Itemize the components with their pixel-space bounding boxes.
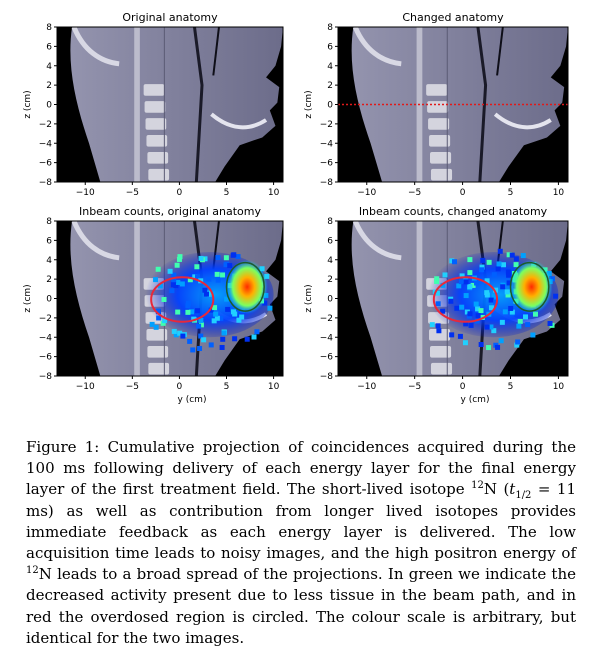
count-pixel <box>180 281 185 286</box>
y-tick-label: −6 <box>38 352 52 363</box>
count-pixel <box>197 346 202 351</box>
count-pixel <box>225 307 230 312</box>
y-tick-label: −2 <box>38 119 52 130</box>
spinal-column <box>417 221 423 376</box>
count-pixel <box>190 347 195 352</box>
caption-isotope2-element: N <box>38 565 52 584</box>
panel-title: Inbeam counts, original anatomy <box>78 205 262 218</box>
count-pixel <box>506 273 511 278</box>
count-pixel <box>467 284 472 289</box>
vertebra <box>148 363 169 375</box>
count-pixel <box>454 306 459 311</box>
vertebra <box>147 346 168 358</box>
vertebra <box>145 101 166 113</box>
count-pixel <box>220 337 225 342</box>
x-tick-label: −5 <box>125 382 139 392</box>
panel-title: Original anatomy <box>122 11 218 24</box>
count-pixel <box>213 312 218 317</box>
count-pixel <box>458 334 463 339</box>
x-axis-label: y (cm) <box>177 395 207 405</box>
x-tick-label: 10 <box>267 382 280 392</box>
count-pixel <box>252 335 257 340</box>
x-tick-label: −10 <box>75 382 95 392</box>
count-pixel <box>153 277 158 282</box>
count-pixel <box>194 264 199 269</box>
caption-prefix: Figure 1: Cumulative projection of coincidences acquired during the 100 ms following delivery of each energy layer for the final energy layer of the first treatment field. The short-lived isotope <box>26 438 576 499</box>
y-tick-label: −2 <box>38 313 52 324</box>
count-pixel <box>479 342 484 347</box>
count-pixel <box>171 282 176 287</box>
y-tick-label: 4 <box>46 61 52 72</box>
y-tick-label: −8 <box>319 372 333 382</box>
count-pixel <box>169 288 174 293</box>
count-pixel <box>518 319 523 324</box>
y-tick-label: 2 <box>46 275 52 286</box>
x-tick-label: 0 <box>459 188 466 198</box>
y-tick-label: 2 <box>46 81 52 92</box>
panel-title: Changed anatomy <box>402 11 504 24</box>
y-tick-label: −6 <box>319 352 333 363</box>
panel-title: Inbeam counts, changed anatomy <box>358 205 548 218</box>
count-pixel <box>486 345 491 350</box>
count-pixel <box>516 324 521 329</box>
vertebra <box>146 118 167 130</box>
count-pixel <box>177 254 182 259</box>
x-tick-label: 5 <box>223 382 230 392</box>
x-tick-label: −10 <box>357 382 377 392</box>
x-tick-label: 0 <box>176 382 183 392</box>
spinal-column <box>134 221 140 376</box>
count-pixel <box>510 253 515 258</box>
count-pixel <box>245 337 250 342</box>
y-tick-label: −6 <box>319 158 333 169</box>
count-pixel <box>530 333 535 338</box>
count-pixel <box>495 345 500 350</box>
count-pixel <box>496 266 501 271</box>
caption-halflife-var: t <box>509 480 516 499</box>
y-tick-label: 0 <box>327 100 333 111</box>
panel-3 <box>23 205 283 405</box>
vertebra <box>147 152 168 164</box>
count-pixel <box>459 305 464 310</box>
y-tick-label: 6 <box>46 236 52 247</box>
count-pixel <box>500 284 505 289</box>
count-pixel <box>216 278 221 283</box>
y-tick-label: 8 <box>327 217 333 227</box>
count-pixel <box>231 252 236 257</box>
count-pixel <box>215 272 220 277</box>
y-tick-label: 6 <box>327 42 333 53</box>
panel-4 <box>304 205 568 405</box>
x-tick-label: −10 <box>357 188 377 198</box>
y-tick-label: 4 <box>327 61 333 72</box>
count-pixel <box>172 329 177 334</box>
caption-halflife-sub: 1/2 <box>515 490 532 502</box>
y-axis-label: z (cm) <box>304 284 314 313</box>
x-tick-label: −5 <box>408 382 422 392</box>
x-tick-label: 5 <box>507 382 514 392</box>
count-pixel <box>467 311 472 316</box>
y-tick-label: 6 <box>46 42 52 53</box>
y-tick-label: −8 <box>38 372 52 382</box>
count-pixel <box>464 293 469 298</box>
count-pixel <box>196 324 201 329</box>
count-pixel <box>267 306 272 311</box>
caption-isotope2-mass: 12 <box>26 565 39 577</box>
y-tick-label: −4 <box>319 333 333 344</box>
x-tick-label: −5 <box>408 188 422 198</box>
caption-halflife-text: = 11 ms) as well as contribution from longer lived isotopes provides immediate feedback as each energy layer is delivered. The low acquisition time leads to noisy images, and the high positron energy of <box>26 480 576 563</box>
y-tick-label: 2 <box>327 275 333 286</box>
count-pixel <box>198 256 203 261</box>
count-pixel <box>227 263 232 268</box>
y-tick-label: 2 <box>327 81 333 92</box>
vertebra <box>144 84 165 96</box>
vertebra <box>430 346 451 358</box>
y-axis-label: z (cm) <box>304 90 314 119</box>
count-pixel <box>185 310 190 315</box>
count-pixel <box>222 330 227 335</box>
count-pixel <box>185 303 190 308</box>
y-tick-label: −2 <box>319 313 333 324</box>
count-pixel <box>485 325 490 330</box>
count-pixel <box>443 272 448 277</box>
y-tick-label: −4 <box>38 333 52 344</box>
count-pixel <box>168 269 173 274</box>
count-pixel <box>254 329 259 334</box>
figure-caption <box>26 437 576 649</box>
count-pixel <box>476 313 481 318</box>
count-pixel <box>523 314 528 319</box>
count-pixel <box>436 301 441 306</box>
vertebra <box>148 169 169 181</box>
count-pixel <box>474 302 479 307</box>
count-pixel <box>467 257 472 262</box>
caption-isotope-mass: 12 <box>471 480 484 492</box>
count-pixel <box>209 342 214 347</box>
x-tick-label: 0 <box>459 382 466 392</box>
count-pixel <box>489 298 494 303</box>
x-tick-label: 0 <box>176 188 183 198</box>
count-pixel <box>232 336 237 341</box>
count-pixel <box>484 290 489 295</box>
y-tick-label: −8 <box>319 178 333 188</box>
count-pixel <box>479 267 484 272</box>
count-pixel <box>459 279 464 284</box>
x-tick-label: 10 <box>552 382 565 392</box>
count-pixel <box>195 308 200 313</box>
x-axis-label: y (cm) <box>460 395 490 405</box>
x-tick-label: 10 <box>552 188 565 198</box>
y-tick-label: −2 <box>319 119 333 130</box>
count-pixel <box>500 320 505 325</box>
count-pixel <box>150 322 155 327</box>
count-pixel <box>224 255 229 260</box>
count-pixel <box>479 308 484 313</box>
count-pixel <box>503 309 508 314</box>
y-tick-label: 0 <box>46 294 52 305</box>
vertebra <box>427 101 448 113</box>
count-pixel <box>469 323 474 328</box>
count-pixel <box>448 299 453 304</box>
x-tick-label: −10 <box>75 188 95 198</box>
x-tick-label: 5 <box>223 188 230 198</box>
panel-1 <box>23 11 283 198</box>
y-tick-label: 8 <box>46 217 52 227</box>
y-tick-label: 4 <box>327 255 333 266</box>
x-tick-label: 10 <box>267 188 280 198</box>
count-pixel <box>175 310 180 315</box>
count-pixel <box>499 338 504 343</box>
count-pixel <box>201 337 206 342</box>
count-pixel <box>487 260 492 265</box>
count-pixel <box>492 272 497 277</box>
count-pixel <box>521 253 526 258</box>
count-pixel <box>232 312 237 317</box>
vertebra <box>426 84 447 96</box>
y-tick-label: −4 <box>38 139 52 150</box>
y-tick-label: −8 <box>38 178 52 188</box>
count-pixel <box>436 323 441 328</box>
y-axis-label: z (cm) <box>23 90 33 119</box>
count-pixel <box>180 334 185 339</box>
y-tick-label: 6 <box>327 236 333 247</box>
y-tick-label: 8 <box>327 23 333 33</box>
count-pixel <box>156 267 161 272</box>
count-pixel <box>436 328 441 333</box>
count-pixel <box>452 259 457 264</box>
count-pixel <box>175 263 180 268</box>
count-pixel <box>525 322 530 327</box>
vertebra <box>430 152 451 164</box>
vertebra <box>431 363 452 375</box>
count-pixel <box>161 297 166 302</box>
count-pixel <box>501 262 506 267</box>
vertebra <box>428 118 449 130</box>
y-tick-label: −6 <box>38 158 52 169</box>
y-axis-label: z (cm) <box>23 284 33 313</box>
count-pixel <box>215 255 220 260</box>
count-pixel <box>220 345 225 350</box>
count-pixel <box>463 340 468 345</box>
caption-suffix: leads to a broad spread of the projections. In green we indicate the decreased activity present due to less tissue in the beam path, and in red the overdosed region is circled. The colour scale is arbitrary, but identical for the two images. <box>26 565 576 647</box>
count-pixel <box>430 322 435 327</box>
y-tick-label: 0 <box>46 100 52 111</box>
caption-isotope-element: N ( <box>483 480 510 499</box>
count-pixel <box>505 289 510 294</box>
panel-2 <box>304 11 568 198</box>
count-pixel <box>220 272 225 277</box>
count-pixel <box>480 258 485 263</box>
count-pixel <box>434 279 439 284</box>
y-tick-label: 4 <box>46 255 52 266</box>
count-pixel <box>467 270 472 275</box>
y-tick-label: 8 <box>46 23 52 33</box>
spinal-column <box>134 27 140 182</box>
count-pixel <box>498 249 503 254</box>
count-pixel <box>449 332 454 337</box>
count-pixel <box>236 254 241 259</box>
count-pixel <box>553 294 558 299</box>
count-pixel <box>204 292 209 297</box>
count-pixel <box>548 321 553 326</box>
count-pixel <box>187 339 192 344</box>
y-tick-label: 0 <box>327 294 333 305</box>
count-pixel <box>474 281 479 286</box>
count-pixel <box>508 306 513 311</box>
count-pixel <box>464 279 469 284</box>
x-tick-label: 5 <box>507 188 514 198</box>
count-pixel <box>515 339 520 344</box>
count-pixel <box>239 314 244 319</box>
y-tick-label: −4 <box>319 139 333 150</box>
vertebra <box>431 169 452 181</box>
count-pixel <box>206 277 211 282</box>
count-pixel <box>497 261 502 266</box>
x-tick-label: −5 <box>125 188 139 198</box>
